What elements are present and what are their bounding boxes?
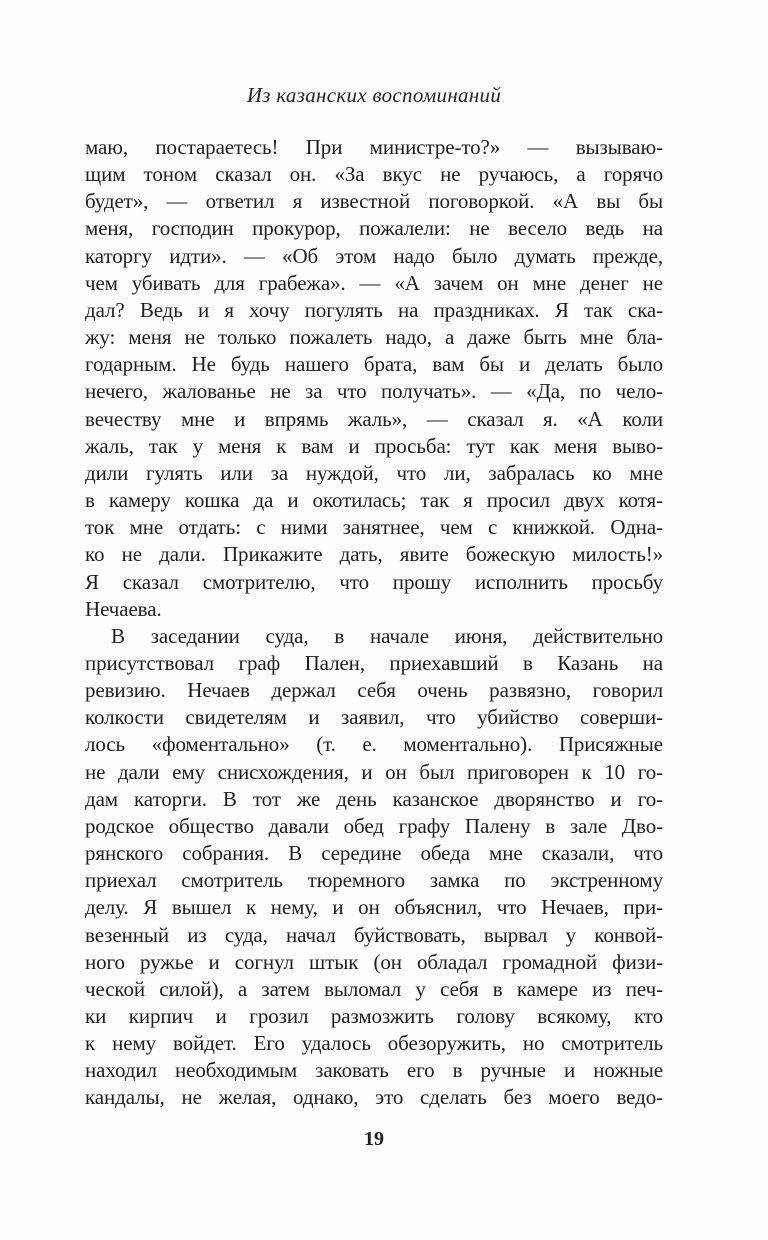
text-line: присутствовал граф Пален, приехавший в Казань на — [85, 650, 663, 675]
text-line: каторгу идти». — «Об этом надо было думать прежде, — [85, 243, 663, 268]
text-line: Я сказал смотрителю, что прошу исполнить просьбу — [85, 569, 663, 594]
text-line: жу: меня не только пожалеть надо, а даже быть мне бла- — [85, 325, 663, 350]
text-line: чем убивать для грабежа». — «А зачем он мне денег не — [85, 270, 663, 295]
text-line: к нему войдет. Его удалось обезоружить, но смотритель — [85, 1031, 663, 1056]
text-line: щим тоном сказал он. «За вкус не ручаюсь, а горячо — [85, 162, 663, 187]
text-line: будет», — ответил я известной поговоркой. «А вы бы — [85, 189, 663, 214]
text-line: ческой силой), а затем выломал у себя в камере из печ- — [85, 976, 663, 1001]
text-line: делу. Я вышел к нему, и он объяснил, что Нечаев, при- — [85, 895, 663, 920]
text-line: ки кирпич и грозил размозжить голову всякому, кто — [85, 1004, 663, 1028]
text-line: везенный из суда, начал буйствовать, вырвал у конвой- — [85, 922, 663, 947]
text-line: лось «фоментально» (т. е. моментально). Присяжные — [85, 732, 663, 757]
text-line: ко не дали. Прикажите дать, явите божескую милость!» — [85, 542, 663, 567]
text-line: кандалы, не желая, однако, это сделать без моего ведо- — [85, 1085, 663, 1110]
text-line: ного ружье и согнул штык (он обладал громадной физи- — [85, 949, 663, 974]
page-number: 19 — [364, 1128, 384, 1150]
text-line: меня, господин прокурор, пожалели: не весело ведь на — [85, 216, 663, 241]
body-text-block — [85, 134, 663, 1112]
running-title: Из казанских воспоминаний — [246, 83, 502, 107]
text-line: находил необходимым заковать его в ручные и ножные — [85, 1058, 663, 1083]
text-line: вечеству мне и впрямь жаль», — сказал я. «А коли — [85, 406, 663, 431]
text-line: маю, постараетесь! При министре-то?» — вызываю- — [85, 135, 663, 159]
text-line: приехал смотритель тюремного замка по экстренному — [85, 868, 663, 893]
text-line: дал? Ведь и я хочу погулять на праздниках. Я так ска- — [85, 297, 663, 322]
text-line: дили гулять или за нуждой, что ли, забралась ко мне — [85, 460, 663, 485]
text-line: ревизию. Нечаев держал себя очень развязно, говорил — [85, 678, 663, 703]
text-line: Нечаева. — [85, 596, 162, 621]
text-line: родское общество давали обед графу Палену в зале Дво- — [85, 813, 663, 838]
text-line: В заседании суда, в начале июня, действительно — [111, 623, 663, 648]
text-line: не дали ему снисхождения, и он был приговорен к 10 го- — [85, 759, 663, 784]
text-line: нечего, жалованье не за что получать». — «Да, по чело- — [85, 379, 663, 404]
text-line: рянского собрания. В середине обеда мне сказали, что — [85, 841, 663, 866]
text-line: дам каторги. В тот же день казанское дворянство и го- — [85, 786, 663, 811]
text-line: годарным. Не будь нашего брата, вам бы и делать было — [85, 352, 663, 377]
text-line: ток мне отдать: с ними занятнее, чем с книжкой. Одна- — [85, 515, 663, 540]
text-line: колкости свидетелям и заявил, что убийство соверши- — [85, 705, 663, 730]
text-line: в камеру кошка да и окотилась; так я просил двух котя- — [85, 488, 663, 513]
text-line: жаль, так у меня к вам и просьба: тут как меня выво- — [85, 433, 663, 458]
